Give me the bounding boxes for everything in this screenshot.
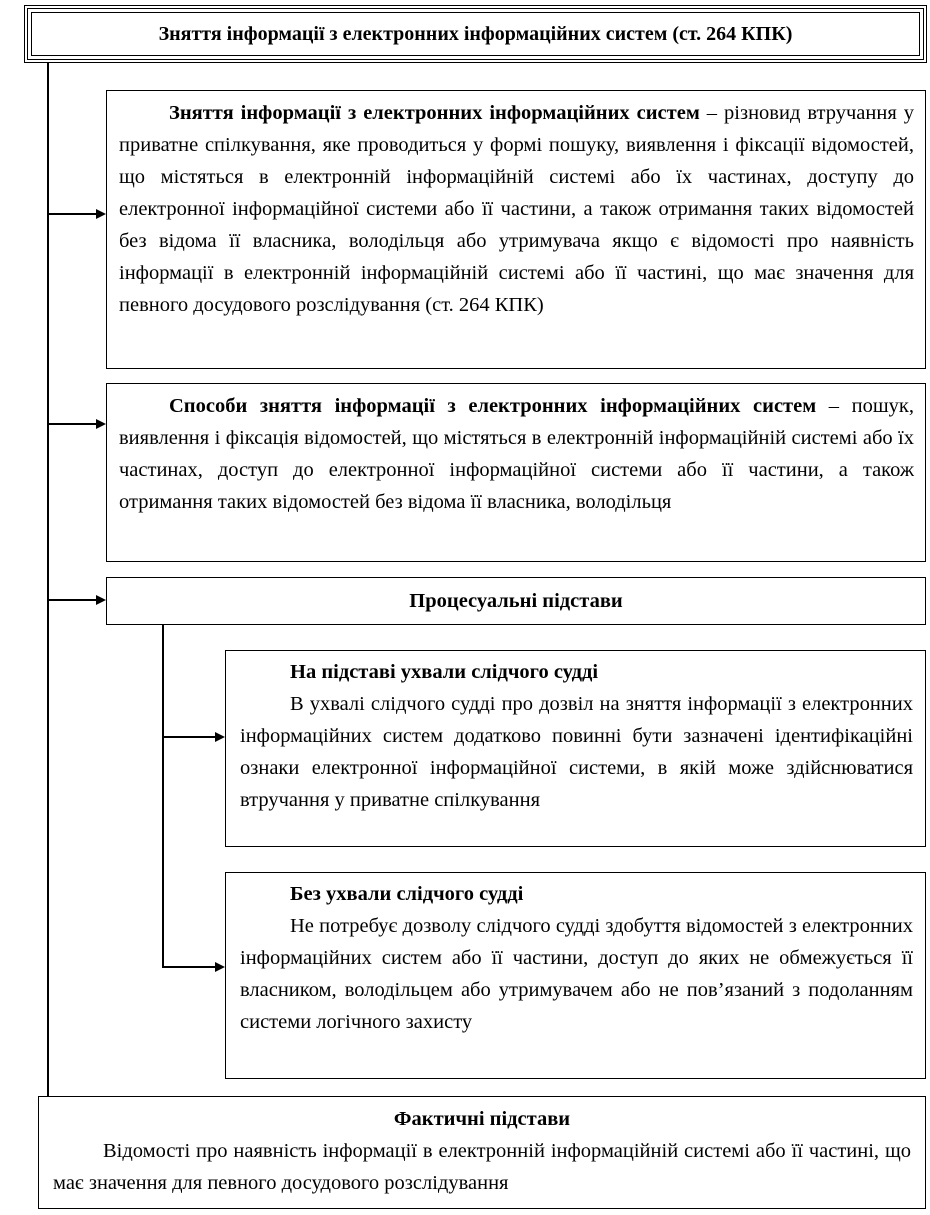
- definition-term: Зняття інформації з електронних інформаційних систем: [169, 102, 700, 124]
- without-ruling-box: [225, 872, 926, 1079]
- without-ruling-text: Не потребує дозволу слідчого судді здобуття відомостей з електронних інформаційних систем або її частини, доступ до яких не обмежується її власником, володільцем або утримувачем або не пов’язаний з подоланням системи логічного захисту: [240, 915, 913, 1033]
- definition-text: – різновид втручання у приватне спілкування, яке проводиться у формі пошуку, виявлення і фіксації відомостей, що містяться в електронній інформаційній системі або їх частинах, доступу до електронної інформаційної системи або її частини, а також отримання таких відомостей без відома її власника, володільця або утримувача якщо є відомості про наявність інформації в електронній інформаційній системі або її частині, що має значення для певного досудового розслідування (ст. 264 КПК): [119, 102, 914, 316]
- with-ruling-text: В ухвалі слідчого судді про дозвіл на зняття інформації з електронних інформаційних систем додатково повинні бути зазначені ідентифікаційні ознаки електронної інформаційної системи, в якій може здійснюватися втручання у приватне спілкування: [240, 693, 913, 811]
- with-ruling-heading: На підставі ухвали слідчого судді: [290, 661, 599, 683]
- diagram-title: [24, 5, 927, 63]
- procedural-basis-label: Процесуальні підстави: [409, 589, 623, 612]
- procedural-basis-box: [106, 577, 926, 625]
- factual-basis-heading: Фактичні підстави: [393, 1108, 571, 1130]
- methods-box: [106, 383, 926, 562]
- methods-text: – пошук, виявлення і фіксація відомостей, що містяться в електронній інформаційній системі або їх частинах, доступ до електронної інформаційної системи або її частини, а також отримання таких відомостей без відома її власника, володільця: [119, 395, 914, 513]
- arrowhead-with-ruling: [215, 732, 225, 742]
- arrowhead-without-ruling: [215, 962, 225, 972]
- with-ruling-box: [225, 650, 926, 847]
- factual-basis-text: Відомості про наявність інформації в електронній інформаційній системі або її частині, що має значення для певного досудового розслідування: [53, 1140, 911, 1194]
- methods-term: Способи зняття інформації з електронних інформаційних систем: [169, 395, 817, 417]
- arrowhead-methods: [96, 419, 106, 429]
- definition-box: [106, 90, 926, 369]
- without-ruling-heading: Без ухвали слідчого судді: [290, 883, 524, 905]
- arrowhead-procedural: [96, 595, 106, 605]
- arrowhead-definition: [96, 209, 106, 219]
- factual-basis-box: [38, 1096, 926, 1209]
- diagram-title-text: Зняття інформації з електронних інформаційних систем (ст. 264 КПК): [158, 22, 793, 45]
